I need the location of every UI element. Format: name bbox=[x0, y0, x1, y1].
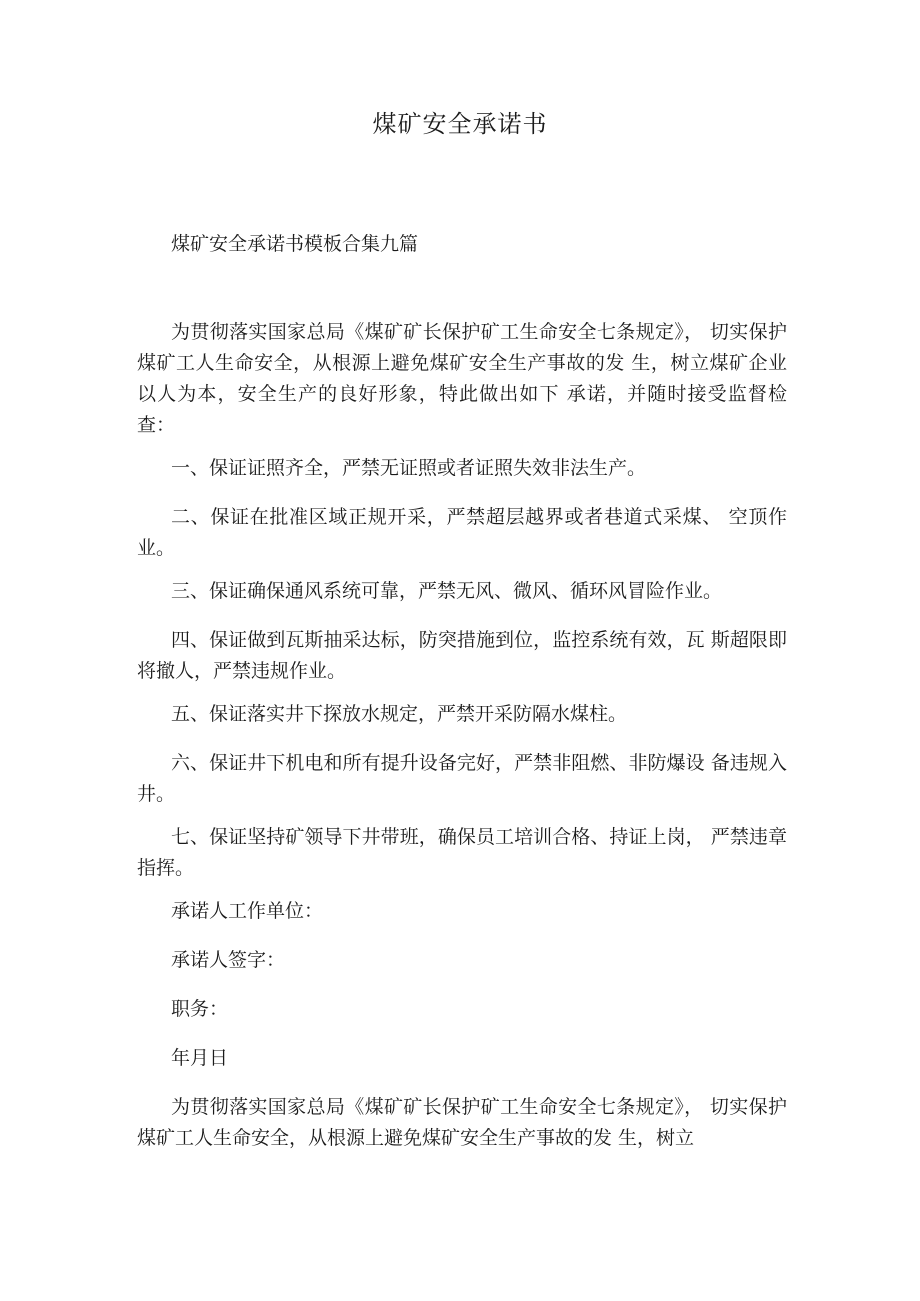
commitment-item-1: 一、保证证照齐全，严禁无证照或者证照失效非法生产。 bbox=[171, 457, 647, 479]
commitment-item-3: 三、保证确保通风系统可靠，严禁无风、微风、循环风冒险作业。 bbox=[171, 580, 723, 602]
commitment-item-5: 五、保证落实井下探放水规定，严禁开采防隔水煤柱。 bbox=[171, 703, 628, 725]
signature-unit-label: 承诺人工作单位： bbox=[171, 900, 324, 922]
commitment-item-7: 七、保证坚持矿领导下井带班，确保员工培训合格、持证上岗， 严禁违章指挥。 bbox=[137, 826, 787, 879]
commitment-item-4: 四、保证做到瓦斯抽采达标，防突措施到位，监控系统有效，瓦 斯超限即将撤人，严禁违规作业。 bbox=[137, 629, 787, 682]
commitment-item-6: 六、保证井下机电和所有提升设备完好，严禁非阻燃、非防爆设 备违规入井。 bbox=[137, 752, 787, 805]
signature-name-label: 承诺人签字： bbox=[171, 949, 286, 971]
document-title: 煤矿安全承诺书 bbox=[372, 110, 548, 138]
document-body bbox=[137, 317, 787, 1166]
commitment-item-2: 二、保证在批准区域正规开采，严禁超层越界或者巷道式采煤、 空顶作业。 bbox=[137, 506, 787, 559]
intro-paragraph: 为贯彻落实国家总局《煤矿矿长保护矿工生命安全七条规定》， 切实保护煤矿工人生命安全，从根源上避免煤矿安全生产事故的发 生，树立煤矿企业以人为本，安全生产的良好形象，特此做出如下 承诺，并随时接受监督检查： bbox=[137, 321, 787, 436]
repeated-intro-paragraph: 为贯彻落实国家总局《煤矿矿长保护矿工生命安全七条规定》， 切实保护煤矿工人生命安全，从根源上避免煤矿安全生产事故的发 生，树立 bbox=[137, 1096, 787, 1149]
document-subtitle: 煤矿安全承诺书模板合集九篇 bbox=[171, 233, 419, 255]
signature-date-label: 年月日 bbox=[171, 1047, 229, 1069]
signature-position-label: 职务： bbox=[171, 998, 229, 1020]
